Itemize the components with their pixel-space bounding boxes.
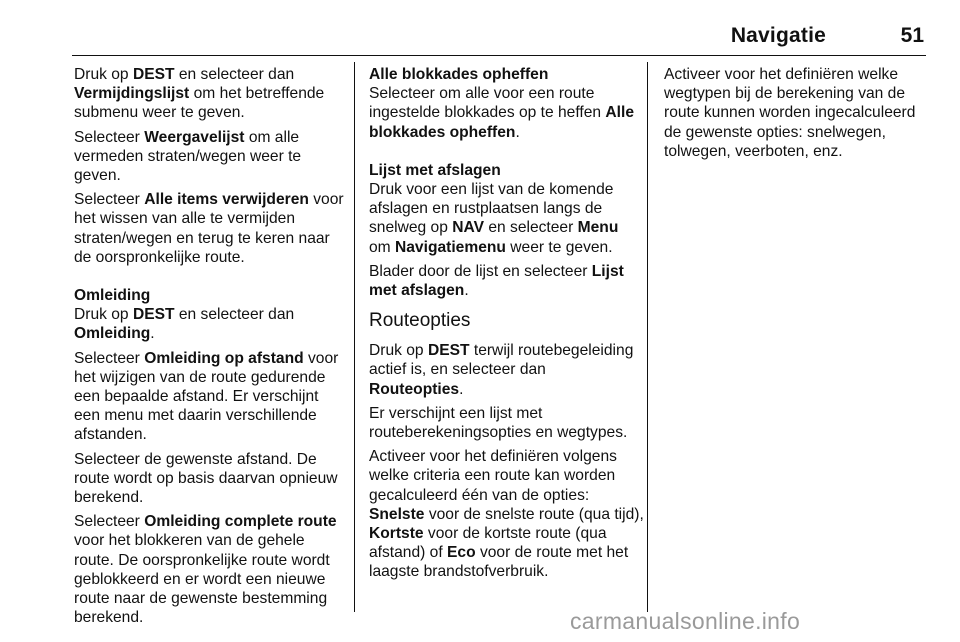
page-header (72, 24, 926, 54)
keyword: Weergavelijst (144, 128, 245, 146)
paragraph: Snelste voor de snelste route (qua tijd), Kortste voor de kortste route (qua afstand) of Eco voor de route met het laagste brandstofverbruik. (369, 505, 644, 581)
paragraph: Selecteer de gewenste afstand. De route wordt op basis daarvan opnieuw berekend. (74, 450, 338, 507)
column-3 (664, 65, 926, 166)
keyword: Eco (447, 544, 476, 562)
keyword: DEST (427, 342, 470, 360)
keyword: DEST (132, 306, 175, 324)
paragraph: Activeer voor het definiëren welke wegtypen bij de berekening van de route kunnen worden ingecalculeerd de gewenste opties: snelwegen, tolwegen, veerboten, enz. (664, 66, 916, 160)
paragraph: Selecteer Weergavelijst om alle vermeden straten/wegen weer te geven. (74, 128, 302, 185)
keyword: Menu (577, 219, 619, 237)
paragraph: Druk op DEST terwijl routebegeleiding actief is, en selecteer dan Routeopties. (369, 342, 634, 398)
paragraph: Selecteer om alle voor een route ingestelde blokkades op te heffen Alle blokkades opheffen. (369, 85, 635, 141)
paragraph: Er verschijnt een lijst met routeberekeningsopties en wegtypes. (369, 404, 628, 442)
paragraph: Druk op DEST en selecteer dan Omleiding. (74, 306, 295, 343)
paragraph: Selecteer Omleiding complete route voor het blokkeren van de gehele route. De oorspronkelijke route wordt geblokkeerd en er wordt een nieuwe route naar de gewenste bestemming berekend. (74, 513, 337, 627)
column-2 (369, 65, 644, 587)
page-title: Navigatie (730, 24, 826, 47)
page-number: 51 (900, 24, 924, 47)
keyword: Kortste (369, 525, 424, 543)
keyword: Lijst met afslagen (369, 262, 624, 300)
subheading-alle-blokkades: Alle blokkades opheffen (369, 66, 549, 83)
column-1 (74, 65, 346, 632)
keyword: Navigatiemenu (395, 238, 506, 256)
keyword: NAV (452, 219, 485, 237)
column-divider-2 (647, 62, 648, 612)
keyword: Snelste (369, 505, 425, 523)
paragraph: Druk voor een lijst van de komende afslagen en rustplaatsen langs de snelweg op NAV en selecteer Menu om Navigatiemenu weer te geven. (369, 181, 619, 256)
paragraph: Selecteer Omleiding op afstand voor het wijzigen van de route gedurende een bepaalde afstand. Er verschijnt een menu met daarin verschillende afstanden. (74, 349, 339, 444)
keyword: DEST (132, 66, 175, 83)
keyword: Omleiding op afstand (144, 349, 304, 367)
watermark-text: carmanualsonline.info (570, 608, 801, 634)
section-heading-routeopties: Routeopties (369, 310, 471, 332)
keyword: Routeopties (369, 380, 460, 398)
column-divider-1 (354, 62, 355, 612)
paragraph: Druk op DEST en selecteer dan Vermijdingslijst om het betreffende submenu weer te geven. (74, 66, 325, 122)
subheading-lijst-met-afslagen: Lijst met afslagen (369, 161, 501, 179)
paragraph: Activeer voor het definiëren volgens welke criteria een route kan worden gecalculeerd één van de opties: (369, 448, 617, 504)
keyword: Vermijdingslijst (74, 85, 190, 103)
paragraph: Selecteer Alle items verwijderen voor het wissen van alle te vermijden straten/wegen en terug te keren naar de oorspronkelijke route. (74, 191, 344, 266)
keyword: Alle items verwijderen (144, 191, 309, 209)
keyword: Omleiding complete route (144, 513, 337, 531)
header-divider (72, 55, 926, 56)
keyword: Alle blokkades opheffen (369, 104, 635, 141)
keyword: Omleiding (74, 325, 151, 343)
paragraph: Blader door de lijst en selecteer Lijst met afslagen. (369, 262, 624, 300)
subheading-omleiding: Omleiding (74, 287, 151, 305)
